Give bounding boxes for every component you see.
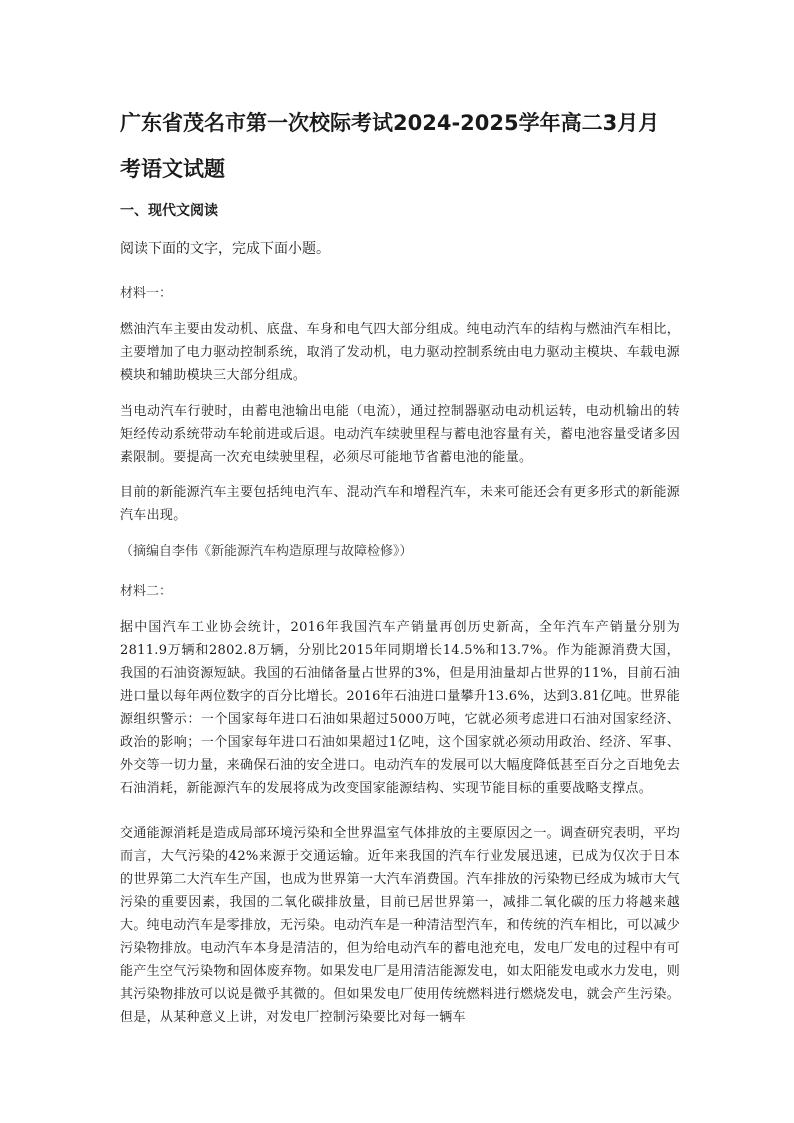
- document-title: 广东省茂名市第一次校际考试2024-2025学年高二3月月考语文试题: [120, 111, 660, 181]
- material-two-paragraph: 交通能源消耗是造成局部环境污染和全世界温室气体排放的主要原因之一。调查研究表明，平均而言，大气污染的42%来源于交通运输。近年来我国的汽车行业发展迅速，已成为仅次于日本的世界第二大汽车生产国，也成为世界第一大汽车消费国。汽车排放的污染物已经成为城市大气污染的重要因素，我国的二氧化碳排放量，目前已居世界第一，减排二氧化碳的压力将越来越大。纯电动汽车是零排放，无污染。电动汽车是一种清洁型汽车，和传统的汽车相比，可以减少污染物排放。电动汽车本身是清洁的，但为给电动汽车的蓄电池充电，发电厂发电的过程中有可能产生空气污染物和固体废弃物。如果发电厂是用清洁能源发电，如太阳能发电或水力发电，则其污染物排放可以说是微乎其微的。但如果发电厂使用传统燃料进行燃烧发电，就会产生污染。但是，从某种意义上讲，对发电厂控制污染要比对每一辆车: [120, 826, 680, 1025]
- material-one-source: （摘编自李伟《新能源汽车构造原理与故障检修》）: [120, 544, 413, 559]
- material-two-label: 材料二：: [120, 584, 173, 599]
- material-one-paragraph: 燃油汽车主要由发动机、底盘、车身和电气四大部分组成。纯电动汽车的结构与燃油汽车相比，主要增加了电力驱动控制系统，取消了发动机，电力驱动控制系统由电力驱动主模块、车载电源模块和辅助模块三大部分组成。: [120, 322, 680, 383]
- section-heading: 一、现代文阅读: [120, 203, 218, 219]
- material-two-paragraph: 据中国汽车工业协会统计，2016年我国汽车产销量再创历史新高，全年汽车产销量分别为2811.9万辆和2802.8万辆，分别比2015年同期增长14.5%和13.7%。作为能源消费大国，我国的石油资源短缺。我国的石油储备量占世界的3%，但是用油量却占世界的11%，目前石油进口量以每年两位数字的百分比增长。2016年石油进口量攀升13.6%，达到3.81亿吨。世界能源组织警示：一个国家每年进口石油如果超过5000万吨，它就必须考虑进口石油对国家经济、政治的影响；一个国家每年进口石油如果超过1亿吨，这个国家就必须动用政治、经济、军事、外交等一切力量，来确保石油的安全进口。电动汽车的发展可以大幅度降低甚至百分之百地免去石油消耗，新能源汽车的发展将成为改变国家能源结构、实现节能目标的重要战略支撑点。: [120, 620, 680, 796]
- material-one-paragraph: 当电动汽车行驶时，由蓄电池输出电能（电流），通过控制器驱动电动机运转，电动机输出的转矩经传动系统带动车轮前进或后退。电动汽车续驶里程与蓄电池容量有关，蓄电池容量受诸多因素限制。要提高一次充电续驶里程，必须尽可能地节省蓄电池的能量。: [120, 404, 680, 465]
- reading-instruction: 阅读下面的文字，完成下面小题。: [120, 241, 330, 257]
- material-one-label: 材料一：: [120, 286, 173, 301]
- material-one-paragraph: 目前的新能源汽车主要包括纯电汽车、混动汽车和增程汽车，未来可能还会有更多形式的新能源汽车出现。: [120, 485, 680, 523]
